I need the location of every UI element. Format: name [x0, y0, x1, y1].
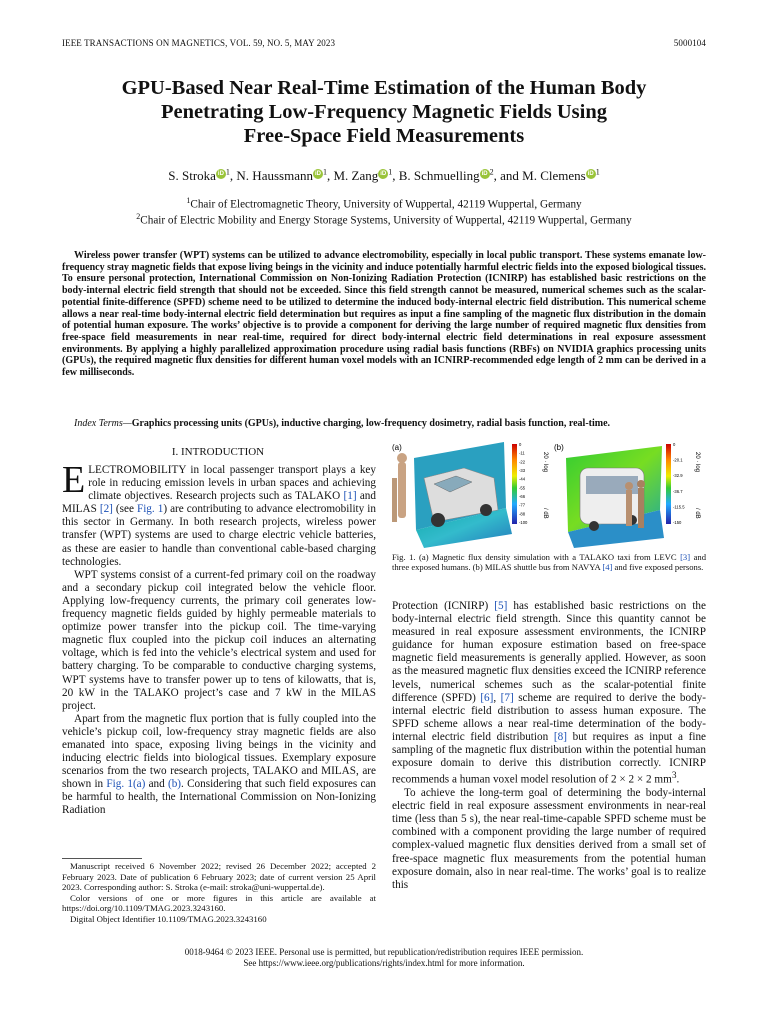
footnote-text: Manuscript received 6 November 2022; revised 26 December 2022; accepted 2 February 2023. Date of publication 6 February 2023; date of current version 25 April 2023. Corresponding author: S. Stroka (e-mail: stroka@uni-wuppertal.de). [62, 861, 376, 893]
svg-text:20 · log: 20 · log [542, 452, 548, 473]
orcid-icon[interactable]: iD [587, 171, 594, 177]
footer-line: See https://www.ieee.org/publications/rights/index.html for more information. [243, 958, 525, 968]
colorbar-tick-label: -66 [519, 494, 526, 499]
paragraph: To achieve the long-term goal of determining the body-internal electric field in real exposure assessment environments in near-real time (less than 5 s), the near real-time-capable SPFD scheme must be combined with a component providing the large number of required complex-valued magnetic flux densities derived from a small set of free-space magnetic flux measurements from the potential human exposure domain, also in near real-time. The works’ goal is to realize this [392, 787, 706, 891]
orcid-icon[interactable]: iD [481, 171, 488, 177]
orcid-icon[interactable]: iD [380, 171, 387, 177]
colorbar-tick-label: -100 [519, 520, 528, 525]
reference-link[interactable]: [1] [343, 490, 357, 503]
colorbar-tick-label: -11 [519, 450, 525, 456]
affiliation-1: $^1$Chair of Electromagnetic Theory, University of Wuppertal, 42119 Wuppertal, Germany [186, 196, 582, 211]
colorbar-tick-label: -115.5 [673, 504, 685, 510]
colorbar-tick-label: 0 [519, 442, 522, 447]
footnote-text: Color versions of one or more figures in this article are available at https://doi.org/10.1109/TMAG.2023.3243160. [62, 892, 376, 914]
footnote-text: Digital Object Identifier 10.1109/TMAG.2023.3243160 [70, 913, 267, 924]
reference-link[interactable]: [8] [553, 730, 567, 743]
colorbar-b [666, 444, 671, 524]
orcid-icon[interactable]: iD [314, 171, 321, 177]
panel-a-label: (a) [392, 443, 402, 452]
title-line: GPU-Based Near Real-Time Estimation of the Human Body [121, 77, 647, 99]
colorbar-tick-label: -32.9 [673, 473, 683, 479]
drop-cap: E [62, 459, 86, 501]
reference-link[interactable]: [3] [680, 552, 691, 562]
right-column [392, 600, 706, 892]
colorbar-tick-label: -33 [519, 468, 526, 473]
svg-text:/ dB: / dB [542, 508, 548, 519]
title-line: Free-Space Field Measurements [243, 125, 525, 147]
figure-1 [394, 438, 706, 550]
paragraph: WPT systems consist of a current-fed primary coil on the roadway and a secondary pickup coil integrated below the vehicle floor. Applying low-frequency currents, the primary coil generates low-frequency magnetic fields guided by highly permeable materials to optimize power transfer into the pickup coil. The time-varying magnetic flux coupled into the pickup coil induces an alternating voltage, which is fed into the vehicle’s electrical system and used for battery charging. To be comparable to conductive charging systems, WPT systems have to transfer power up to tens of kilowatts, that is, 20 kW in the TALAKO project’s case and 7 kW in the MILAS project. [62, 568, 376, 712]
author: S. Stroka iD $^1$, [168, 168, 237, 184]
figure-1-image [394, 438, 706, 550]
paragraph: Protection (ICNIRP) [5] has established basic restrictions on the body-internal electric field strength. Since this quantity cannot be measured in real exposure assessment environments, the ICNIRP guidance for human exposure estimation based on free-space magnetic field measurements is generally applied. However, as soon as the measured magnetic flux densities exceed the ICNIRP reference levels, numerical schemes such as the scalar-potential finite difference (SPFD) [6], [7] scheme are required to derive the body-internal electric field distribution to assess human exposure. The SPFD scheme allows a near real-time determination of the body-internal electric field distribution [8] but requires as input a fine sampling of the magnetic flux distribution within the potential human exposure domain to derive this distribution correctly. ICNIRP recommends a human voxel model resolution of 2 × 2 × 2 $mm^3$. [392, 600, 707, 786]
colorbar-tick-label: -150 [673, 520, 682, 525]
colorbar-a [512, 444, 517, 524]
abstract: Wireless power transfer (WPT) systems can be utilized to advance electromobility, especially in local public transport. These systems emanate low-frequency stray magnetic fields that expose living beings in the vicinity and induce potentially harmful electric fields into the exposed biological tissues. To ensure personal protection, International Commission on Non-Ionizing Radiation Protection (ICNIRP) has established basic restrictions on the body-internal electric field strength that should not be exceeded. Since this field strength cannot be measured, numerical schemes such as the scalar-potential finite-difference (SPFD) scheme need to be utilized to determine the induced body-internal electric field distribution. This numerical scheme allows a near real-time body-internal electric field determination but requires as input a fine sampling of the magnetic flux distribution in the domain of potential human exposure. The works’ objective is to provide a component for deriving the large number of required magnetic flux densities from free-space field measurements in near real-time, required for direct body-internal electric field determinations in real exposure assessment environments. By applying a highly parallelized approximation procedure using radial basis functions (RBFs) on NVIDIA graphics processing units (GPUs), the required magnetic flux densities for different human voxel models with an ICNIRP-recommended edge length of 2 mm can be derived in a few milliseconds. [62, 250, 706, 379]
reference-link[interactable]: Fig. 1(a) [106, 778, 146, 791]
svg-text:20 · log: 20 · log [694, 452, 700, 473]
colorbar-tick-label: 0 [673, 442, 676, 447]
index-terms: Index Terms—Graphics processing units (GPUs), inductive charging, low-frequency dosimetry, radial basis function, real-time. [74, 418, 611, 429]
reference-link[interactable]: (b) [167, 778, 182, 791]
author: M. Zang iD $^1$, [333, 168, 399, 184]
author: B. Schmuelling iD $^2$, and [398, 168, 523, 184]
page-number: 5000104 [673, 38, 706, 48]
paper-title [60, 76, 708, 148]
running-header: IEEE TRANSACTIONS ON MAGNETICS, VOL. 59, NO. 5, MAY 2023 [62, 38, 336, 48]
reference-link[interactable]: [7] [500, 691, 514, 704]
svg-text:/ dB: / dB [694, 508, 700, 519]
left-column [62, 459, 376, 818]
index-terms-label: Index Terms— [74, 418, 132, 429]
colorbar-tick-label: -20.1 [673, 457, 683, 463]
footer-line: 0018-9464 © 2023 IEEE. Personal use is permitted, but republication/redistribution requires IEEE permission. [184, 947, 584, 957]
colorbar-tick-label: -77 [519, 502, 526, 508]
colorbar-tick-label: -36.7 [673, 488, 683, 494]
affiliation-2: $^2$Chair of Electric Mobility and Energy Storage Systems, University of Wuppertal, 42119 Wuppertal, Germany [136, 212, 632, 227]
colorbar-tick-label: -44 [519, 476, 526, 482]
section-heading: I. INTRODUCTION [171, 446, 265, 458]
colorbar-tick-label: -88 [519, 511, 526, 517]
reference-link[interactable]: Fig. 1 [136, 503, 164, 516]
colorbar-tick-label: -22 [519, 459, 526, 465]
reference-link[interactable]: [4] [602, 562, 613, 573]
footnote [62, 858, 376, 925]
reference-link[interactable]: [6] [480, 691, 494, 704]
author: M. Clemens iD $^1$ [522, 168, 600, 184]
orcid-icon[interactable]: iD [217, 171, 224, 177]
paragraph: ELECTROMOBILITY in local passenger transport plays a key role in reducing emission levels in urban spaces and achieving climate objectives. Research projects such as TALAKO [1] and MILAS [2] (see Fig. 1) are contributing to advance electromobility in this sector in Germany. In both research projects, wireless power transfer (WPT) systems are used to charge electric vehicle batteries, as these are easier to handle than conventional cable-based charging technologies. [62, 459, 376, 568]
figure-caption: Fig. 1. (a) Magnetic flux density simulation with a TALAKO taxi from LEVC [3] and three exposed humans. (b) MILAS shuttle bus from NAVYA [4] and five exposed persons. [392, 552, 706, 573]
reference-link[interactable]: [5] [494, 600, 508, 612]
author: N. Haussmann iD $^1$, [236, 168, 334, 184]
reference-link[interactable]: [2] [99, 503, 113, 516]
paragraph: Apart from the magnetic flux portion that is fully coupled into the vehicle’s pickup coil, low-frequency stray magnetic fields are also emanated into space, exposing living beings in the vicinity and inducing electric fields into biological tissues. Exemplary exposure scenarios from the two research projects, TALAKO and MILAS, are shown in Fig. 1(a) and (b). Considering that such field exposures can be harmful to health, the International Commission on Non-Ionizing Radiation [62, 712, 376, 817]
title-line: Penetrating Low-Frequency Magnetic Fields Using [160, 101, 607, 123]
svg-text:(b): (b) [554, 443, 564, 452]
author-list [0, 168, 768, 184]
colorbar-tick-label: -55 [519, 485, 526, 491]
copyright-footer [0, 947, 768, 969]
